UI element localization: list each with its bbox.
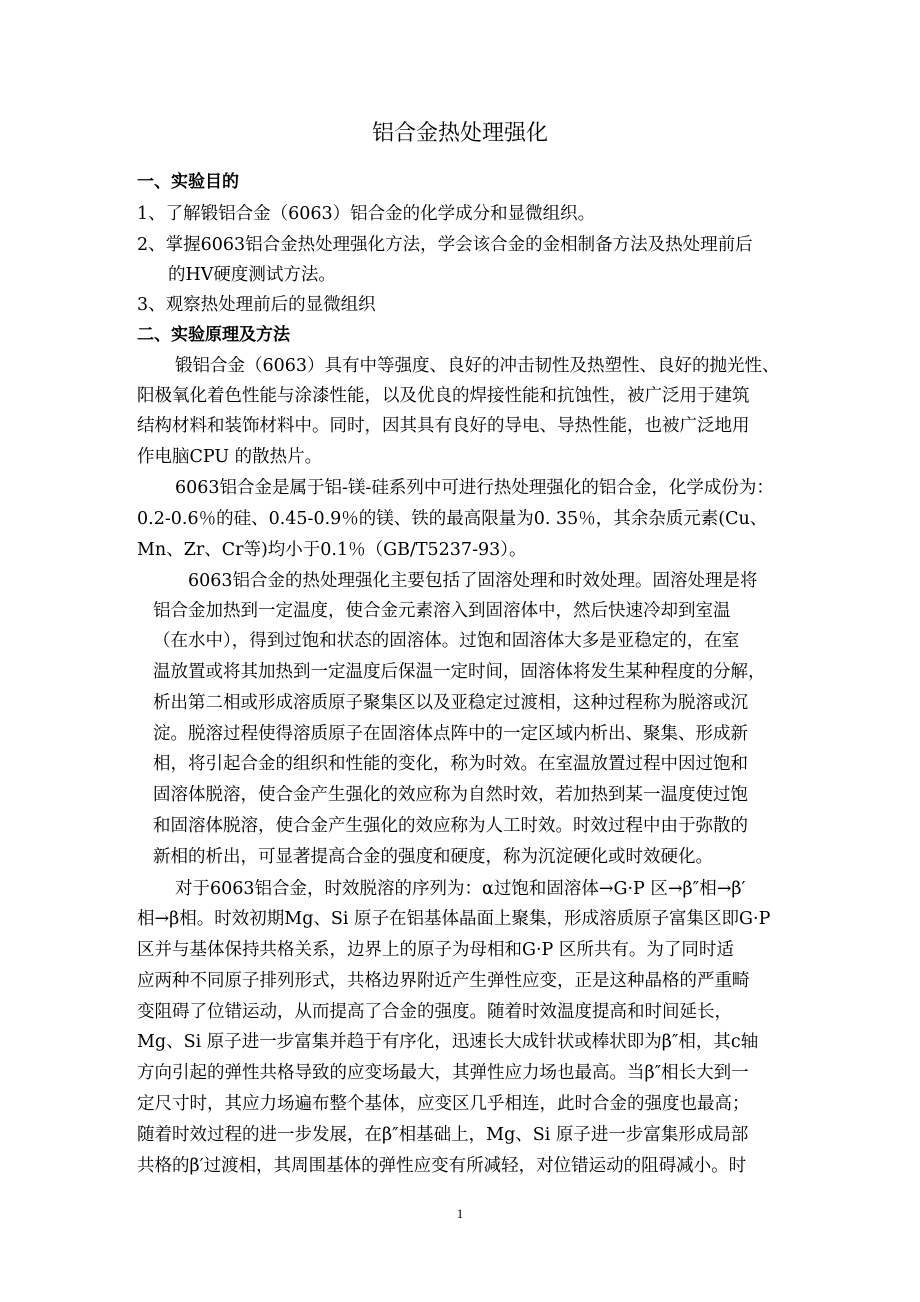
body-line: 阳极氧化着色性能与涂漆性能，以及优良的焊接性能和抗蚀性，被广泛用于建筑 [137,386,750,406]
body-line: 锻铝合金（6063）具有中等强度、良好的冲击韧性及热塑性、良好的抛光性、 [175,356,780,376]
body-line: 6063铝合金是属于铝-镁-硅系列中可进行热处理强化的铝合金，化学成份为： [175,478,774,498]
page-number: 1 [456,1206,464,1221]
body-line: （在水中），得到过饱和状态的固溶体。过饱和固溶体大多是亚稳定的，在室 [153,631,740,651]
body-line: Mn、Zr、Cr等)均小于0.1％（GB/T5237-93）。 [137,540,527,560]
body-line: 定尺寸时，其应力场遍布整个基体，应变区几乎相连，此时合金的强度也最高； [137,1094,750,1114]
purpose-item-continued: 的HV硬度测试方法。 [168,265,336,285]
section-heading-principle: 二、实验原理及方法 [137,325,290,345]
body-line: 区并与基体保持共格关系，边界上的原子为母相和G·P 区所共有。为了同时适 [137,940,734,960]
body-line: Mg、Si 原子进一步富集并趋于有序化，迅速长大成针状或棒状即为β″相，其c轴 [137,1032,759,1052]
body-line: 方向引起的弹性共格导致的应变场最大，其弹性应力场也最高。当β″相长大到一 [137,1063,749,1083]
body-line: 变阻碍了位错运动，从而提高了合金的强度。随着时效温度提高和时间延长， [137,1002,732,1022]
section-heading-purpose: 一、实验目的 [137,172,239,192]
body-line: 应两种不同原子排列形式，共格边界附近产生弹性应变，正是这种晶格的严重畸 [137,971,750,991]
body-line: 析出第二相或形成溶质原子聚集区以及亚稳定过渡相，这种过程称为脱溶或沉 [153,693,748,713]
body-line: 0.2-0.6％的硅、0.45-0.9％的镁、铁的最高限量为0. 35％，其余杂质元素(Cu、 [137,509,768,529]
body-line: 结构材料和装饰材料中。同时，因其具有良好的导电、导热性能，也被广泛地用 [137,416,750,436]
purpose-item: 2、掌握6063铝合金热处理强化方法，学会该合金的金相制备方法及热处理前后 [137,235,753,255]
body-line: 对于6063铝合金，时效脱溶的序列为：α过饱和固溶体→G·P 区→β″相→β′ [175,879,746,899]
body-line: 随着时效过程的进一步发展，在β″相基础上，Mg、Si 原子进一步富集形成局部 [137,1125,749,1145]
body-line: 6063铝合金的热处理强化主要包括了固溶处理和时效处理。固溶处理是将 [188,571,758,591]
purpose-item: 1、了解锻铝合金（6063）铝合金的化学成分和显微组织。 [137,204,596,224]
document-title: 铝合金热处理强化 [371,121,548,146]
body-line: 和固溶体脱溶，使合金产生强化的效应称为人工时效。时效过程中由于弥散的 [153,816,748,836]
body-line: 铝合金加热到一定温度，使合金元素溶入到固溶体中，然后快速冷却到室温 [153,601,731,621]
body-line: 新相的析出，可显著提高合金的强度和硬度，称为沉淀硬化或时效硬化。 [153,847,713,867]
body-line: 固溶体脱溶，使合金产生强化的效应称为自然时效，若加热到某一温度使过饱 [153,785,748,805]
body-line: 淀。脱溶过程使得溶质原子在固溶体点阵中的一定区域内析出、聚集、形成新 [153,724,748,744]
body-line: 共格的β′过渡相，其周围基体的弹性应变有所减轻，对位错运动的阻碍减小。时 [137,1156,747,1176]
body-line: 相，将引起合金的组织和性能的变化，称为时效。在室温放置过程中因过饱和 [153,754,748,774]
body-line: 作电脑CPU 的散热片。 [137,447,323,467]
purpose-item: 3、观察热处理前后的显微组织 [137,295,376,315]
body-line: 温放置或将其加热到一定温度后保温一定时间，固溶体将发生某种程度的分解， [153,662,766,682]
body-line: 相→β相。时效初期Mg、Si 原子在铝基体晶面上聚集，形成溶质原子富集区即G·P [137,909,771,929]
